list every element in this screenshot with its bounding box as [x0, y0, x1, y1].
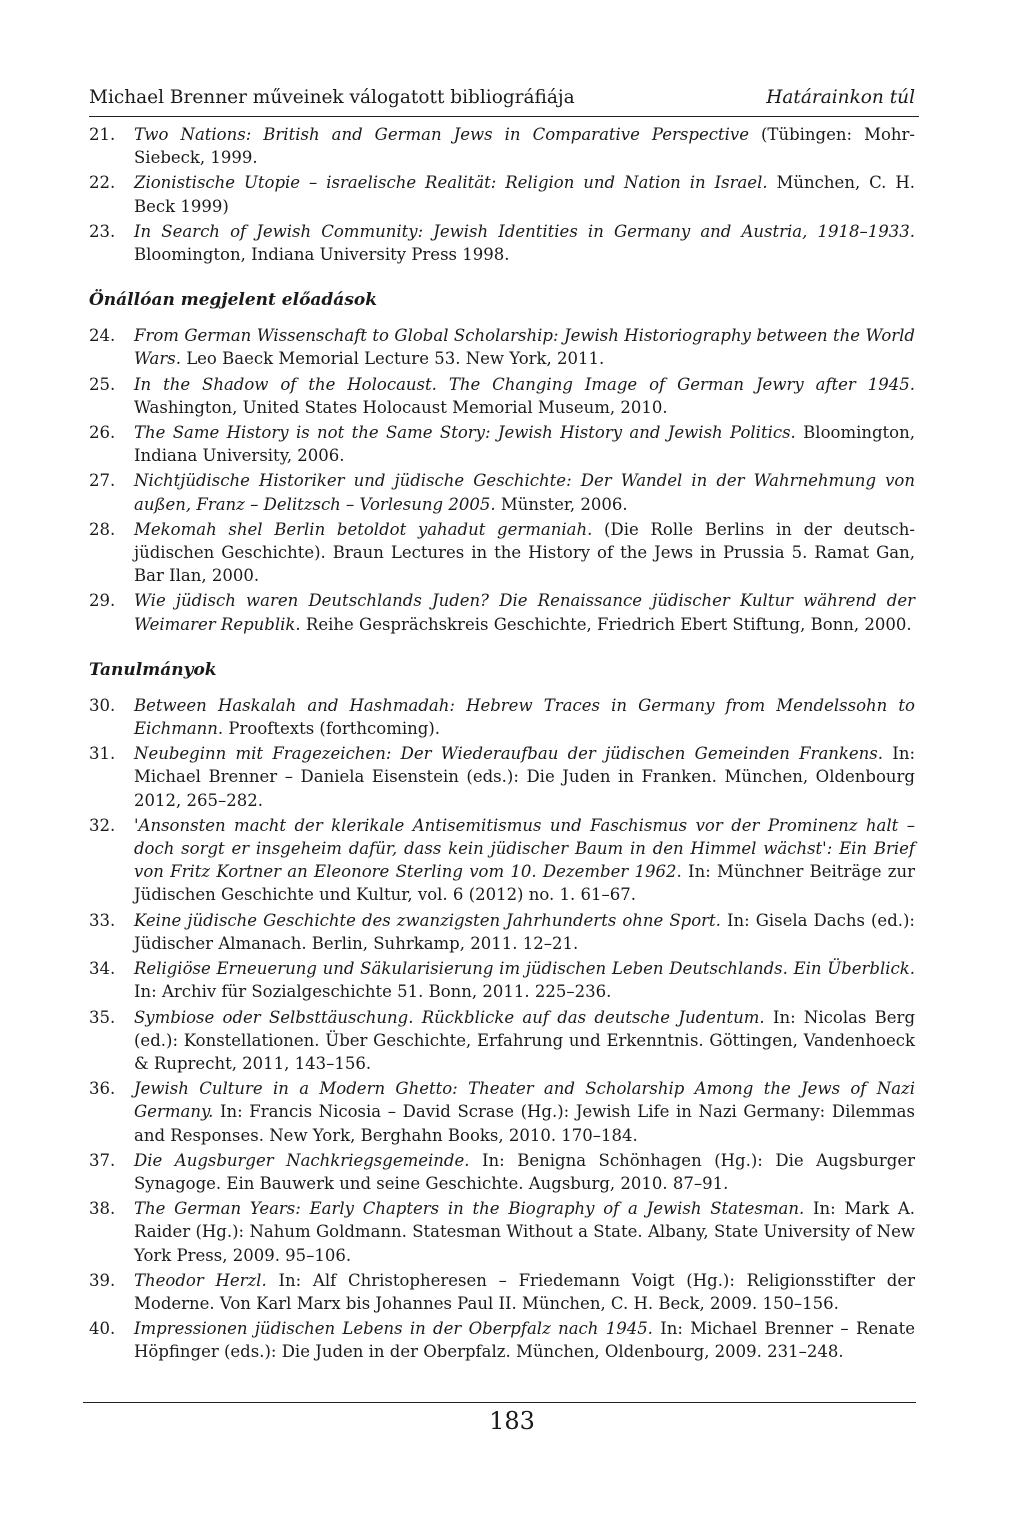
bibliography-section	[89, 658, 915, 1364]
entry-publication: München, C. H. Beck 1999)	[134, 173, 915, 216]
entry-text	[134, 469, 915, 515]
entry-text	[134, 220, 915, 266]
bibliography-entry	[89, 1149, 915, 1195]
bibliography-entry	[89, 814, 915, 907]
entry-publication: In: Gisela Dachs (ed.): Jüdischer Almanach. Berlin, Suhrkamp, 2011. 12–21.	[134, 910, 915, 953]
entry-number: 28.	[89, 519, 116, 539]
entry-publication: In: Michael Brenner – Daniela Eisenstein (eds.): Die Juden in Franken. München, Oldenbourg 2012, 265–282.	[134, 744, 916, 810]
entry-number: 30.	[89, 695, 116, 715]
entry-publication: Münster, 2006.	[495, 494, 628, 514]
footer-rule	[83, 1402, 916, 1403]
bibliography-content	[89, 123, 915, 1366]
bibliography-entry	[89, 123, 915, 169]
bibliography-entry	[89, 1197, 915, 1267]
entry-text	[134, 1317, 915, 1363]
page-number: 183	[489, 1407, 535, 1435]
entry-publication: In: Mark A. Raider (Hg.): Nahum Goldmann. Statesman Without a State. Albany, State University of New York Press, 2009. 95–106.	[134, 1199, 916, 1265]
entry-text	[134, 1269, 915, 1315]
bibliography-entry	[89, 171, 915, 217]
entry-number: 38.	[89, 1199, 116, 1219]
entry-title: Zionistische Utopie – israelische Realität: Religion und Nation in Israel.	[134, 173, 768, 193]
entry-title: Religiöse Erneuerung und Säkularisierung im jüdischen Leben Deutschlands. Ein Überblick.	[134, 959, 915, 979]
entry-title: Two Nations: British and German Jews in Comparative Perspective	[134, 125, 749, 144]
bibliography-entry	[89, 742, 915, 812]
entry-title: Between Haskalah and Hashmadah: Hebrew Traces in Germany from Mendelssohn to Eichmann.	[134, 695, 915, 739]
entry-number: 21.	[89, 125, 116, 144]
entry-number: 22.	[89, 173, 116, 193]
bibliography-entry	[89, 694, 915, 740]
entry-number: 25.	[89, 374, 116, 394]
entry-publication: In: Alf Christopheresen – Friedemann Voigt (Hg.): Religionsstifter der Moderne. Von Karl Marx bis Johannes Paul II. München, C. H. Beck, 2009. 150–156.	[134, 1270, 915, 1313]
bibliography-entry	[89, 1077, 915, 1147]
entry-number: 34.	[89, 959, 116, 979]
entry-text	[134, 742, 915, 812]
entry-title: Jewish Culture in a Modern Ghetto: Theater and Scholarship Among the Jews of Nazi Germany.	[134, 1079, 915, 1122]
entry-title: Die Augsburger Nachkriegsgemeinde.	[134, 1150, 470, 1170]
bibliography-entry	[89, 957, 915, 1003]
entry-text	[134, 373, 915, 419]
bibliography-entry	[89, 1006, 915, 1076]
entry-text	[134, 1077, 915, 1147]
entry-publication: Washington, United States Holocaust Memorial Museum, 2010.	[134, 397, 668, 417]
bibliography-entry	[89, 909, 915, 955]
entry-number: 37.	[89, 1150, 116, 1170]
entry-text	[134, 518, 915, 588]
header-section-title: Határainkon túl	[766, 87, 915, 108]
entry-title: The German Years: Early Chapters in the Biography of a Jewish Statesman.	[134, 1199, 805, 1219]
entry-publication: In: Münchner Beiträge zur Jüdischen Geschichte und Kultur, vol. 6 (2012) no. 1. 61–67.	[134, 862, 915, 905]
entry-number: 29.	[89, 591, 116, 611]
section-heading: Önállóan megjelent előadások	[89, 290, 378, 311]
entry-publication: (Die Rolle Berlins in der deutsch-jüdischen Geschichte). Braun Lectures in the History of the Jews in Prussia 5. Ramat Gan, Bar Ilan, 2000.	[134, 519, 915, 586]
entry-number: 27.	[89, 471, 116, 491]
entry-publication: In: Benigna Schönhagen (Hg.): Die Augsburger Synagoge. Ein Bauwerk und seine Geschichte. Augsburg, 2010. 87–91.	[134, 1150, 916, 1193]
entry-title: 'Ansonsten macht der klerikale Antisemitismus und Faschismus vor der Prominenz halt – doch sorgt er insgeheim dafür, dass kein jüdischer Baum in den Himmel wächst': Ein Brief von Fritz Kortner an Eleonore Sterling vom 10. Dezember 1962.	[134, 815, 915, 882]
bibliography-entry	[89, 589, 915, 635]
bibliography-entry	[89, 1269, 915, 1315]
bibliography-section	[89, 288, 915, 636]
bibliography-entry	[89, 220, 915, 266]
entry-publication: Bloomington, Indiana University, 2006.	[134, 423, 915, 466]
entry-publication: (Tübingen: Mohr-Siebeck, 1999.	[134, 125, 915, 168]
entry-publication: In: Nicolas Berg (ed.): Konstellationen. Über Geschichte, Erfahrung und Erkenntnis. Göttingen, Vandenhoeck & Ruprecht, 2011, 143–156.	[134, 1007, 916, 1073]
running-header	[89, 86, 919, 117]
entry-text	[134, 957, 915, 1003]
entry-publication: In: Archiv für Sozialgeschichte 51. Bonn, 2011. 225–236.	[134, 982, 612, 1002]
entry-title: Neubeginn mit Fragezeichen: Der Wiederaufbau der jüdischen Gemeinden Frankens.	[134, 744, 884, 764]
entry-number: 32.	[89, 815, 116, 835]
bibliography-entry	[89, 421, 915, 467]
entry-title: In the Shadow of the Holocaust. The Changing Image of German Jewry after 1945.	[134, 374, 915, 394]
bibliography-entry	[89, 373, 915, 419]
entry-text	[134, 694, 915, 740]
entry-text	[134, 1149, 915, 1195]
entry-text	[134, 1006, 915, 1076]
bibliography-entry	[89, 518, 915, 588]
entry-text	[134, 123, 915, 169]
bibliography-section	[89, 123, 915, 266]
bibliography-entry	[89, 1317, 915, 1363]
entry-publication: Leo Baeck Memorial Lecture 53. New York, 2011.	[180, 349, 605, 369]
entry-title: Mekomah shel Berlin betoldot yahadut germaniah.	[134, 519, 593, 539]
entry-title: The Same History is not the Same Story: Jewish History and Jewish Politics.	[134, 423, 796, 443]
entry-number: 36.	[89, 1079, 116, 1099]
entry-number: 39.	[89, 1270, 116, 1290]
entry-title: Keine jüdische Geschichte des zwanzigsten Jahrhunderts ohne Sport.	[134, 910, 721, 930]
entry-text	[134, 421, 915, 467]
entry-text	[134, 814, 915, 907]
entry-title: Wie jüdisch waren Deutschlands Juden? Die Renaissance jüdischer Kultur während der Weimarer Republik.	[134, 591, 915, 634]
entry-title: Theodor Herzl.	[134, 1270, 267, 1290]
entry-text	[134, 589, 915, 635]
entry-title: In Search of Jewish Community: Jewish Identities in Germany and Austria, 1918–1933.	[134, 221, 915, 241]
bibliography-entry	[89, 469, 915, 515]
entry-publication: Reihe Gesprächskreis Geschichte, Friedrich Ebert Stiftung, Bonn, 2000.	[300, 614, 912, 634]
entry-text	[134, 909, 915, 955]
bibliography-entry	[89, 324, 915, 370]
entry-number: 33.	[89, 910, 116, 930]
entry-number: 35.	[89, 1007, 116, 1027]
entry-text	[134, 1197, 915, 1267]
entry-text	[134, 171, 915, 217]
entry-number: 31.	[89, 744, 116, 764]
entry-number: 40.	[89, 1319, 116, 1339]
entry-number: 26.	[89, 423, 116, 443]
entry-publication: Prooftexts (forthcoming).	[223, 719, 441, 739]
header-book-title: Michael Brenner műveinek válogatott bibliográfiája	[89, 87, 575, 108]
entry-publication: In: Francis Nicosia – David Scrase (Hg.): Jewish Life in Nazi Germany: Dilemmas and Responses. New York, Berghahn Books, 2010. 170–184.	[134, 1102, 915, 1145]
entry-title: Nichtjüdische Historiker und jüdische Geschichte: Der Wandel in der Wahrnehmung von außen, Franz – Delitzsch – Vorlesung 2005.	[134, 471, 915, 514]
section-heading: Tanulmányok	[89, 659, 217, 680]
entry-number: 24.	[89, 326, 116, 346]
entry-title: From German Wissenschaft to Global Scholarship: Jewish Historiography between the World Wars.	[134, 326, 915, 369]
entry-title: Symbiose oder Selbsttäuschung. Rückblicke auf das deutsche Judentum.	[134, 1007, 765, 1027]
entry-text	[134, 324, 915, 370]
entry-publication: In: Michael Brenner – Renate Höpfinger (eds.): Die Juden in der Oberpfalz. München, Oldenbourg, 2009. 231–248.	[134, 1319, 915, 1362]
entry-number: 23.	[89, 221, 116, 241]
entry-publication: Bloomington, Indiana University Press 1998.	[134, 245, 510, 265]
entry-title: Impressionen jüdischen Lebens in der Oberpfalz nach 1945.	[134, 1319, 653, 1339]
